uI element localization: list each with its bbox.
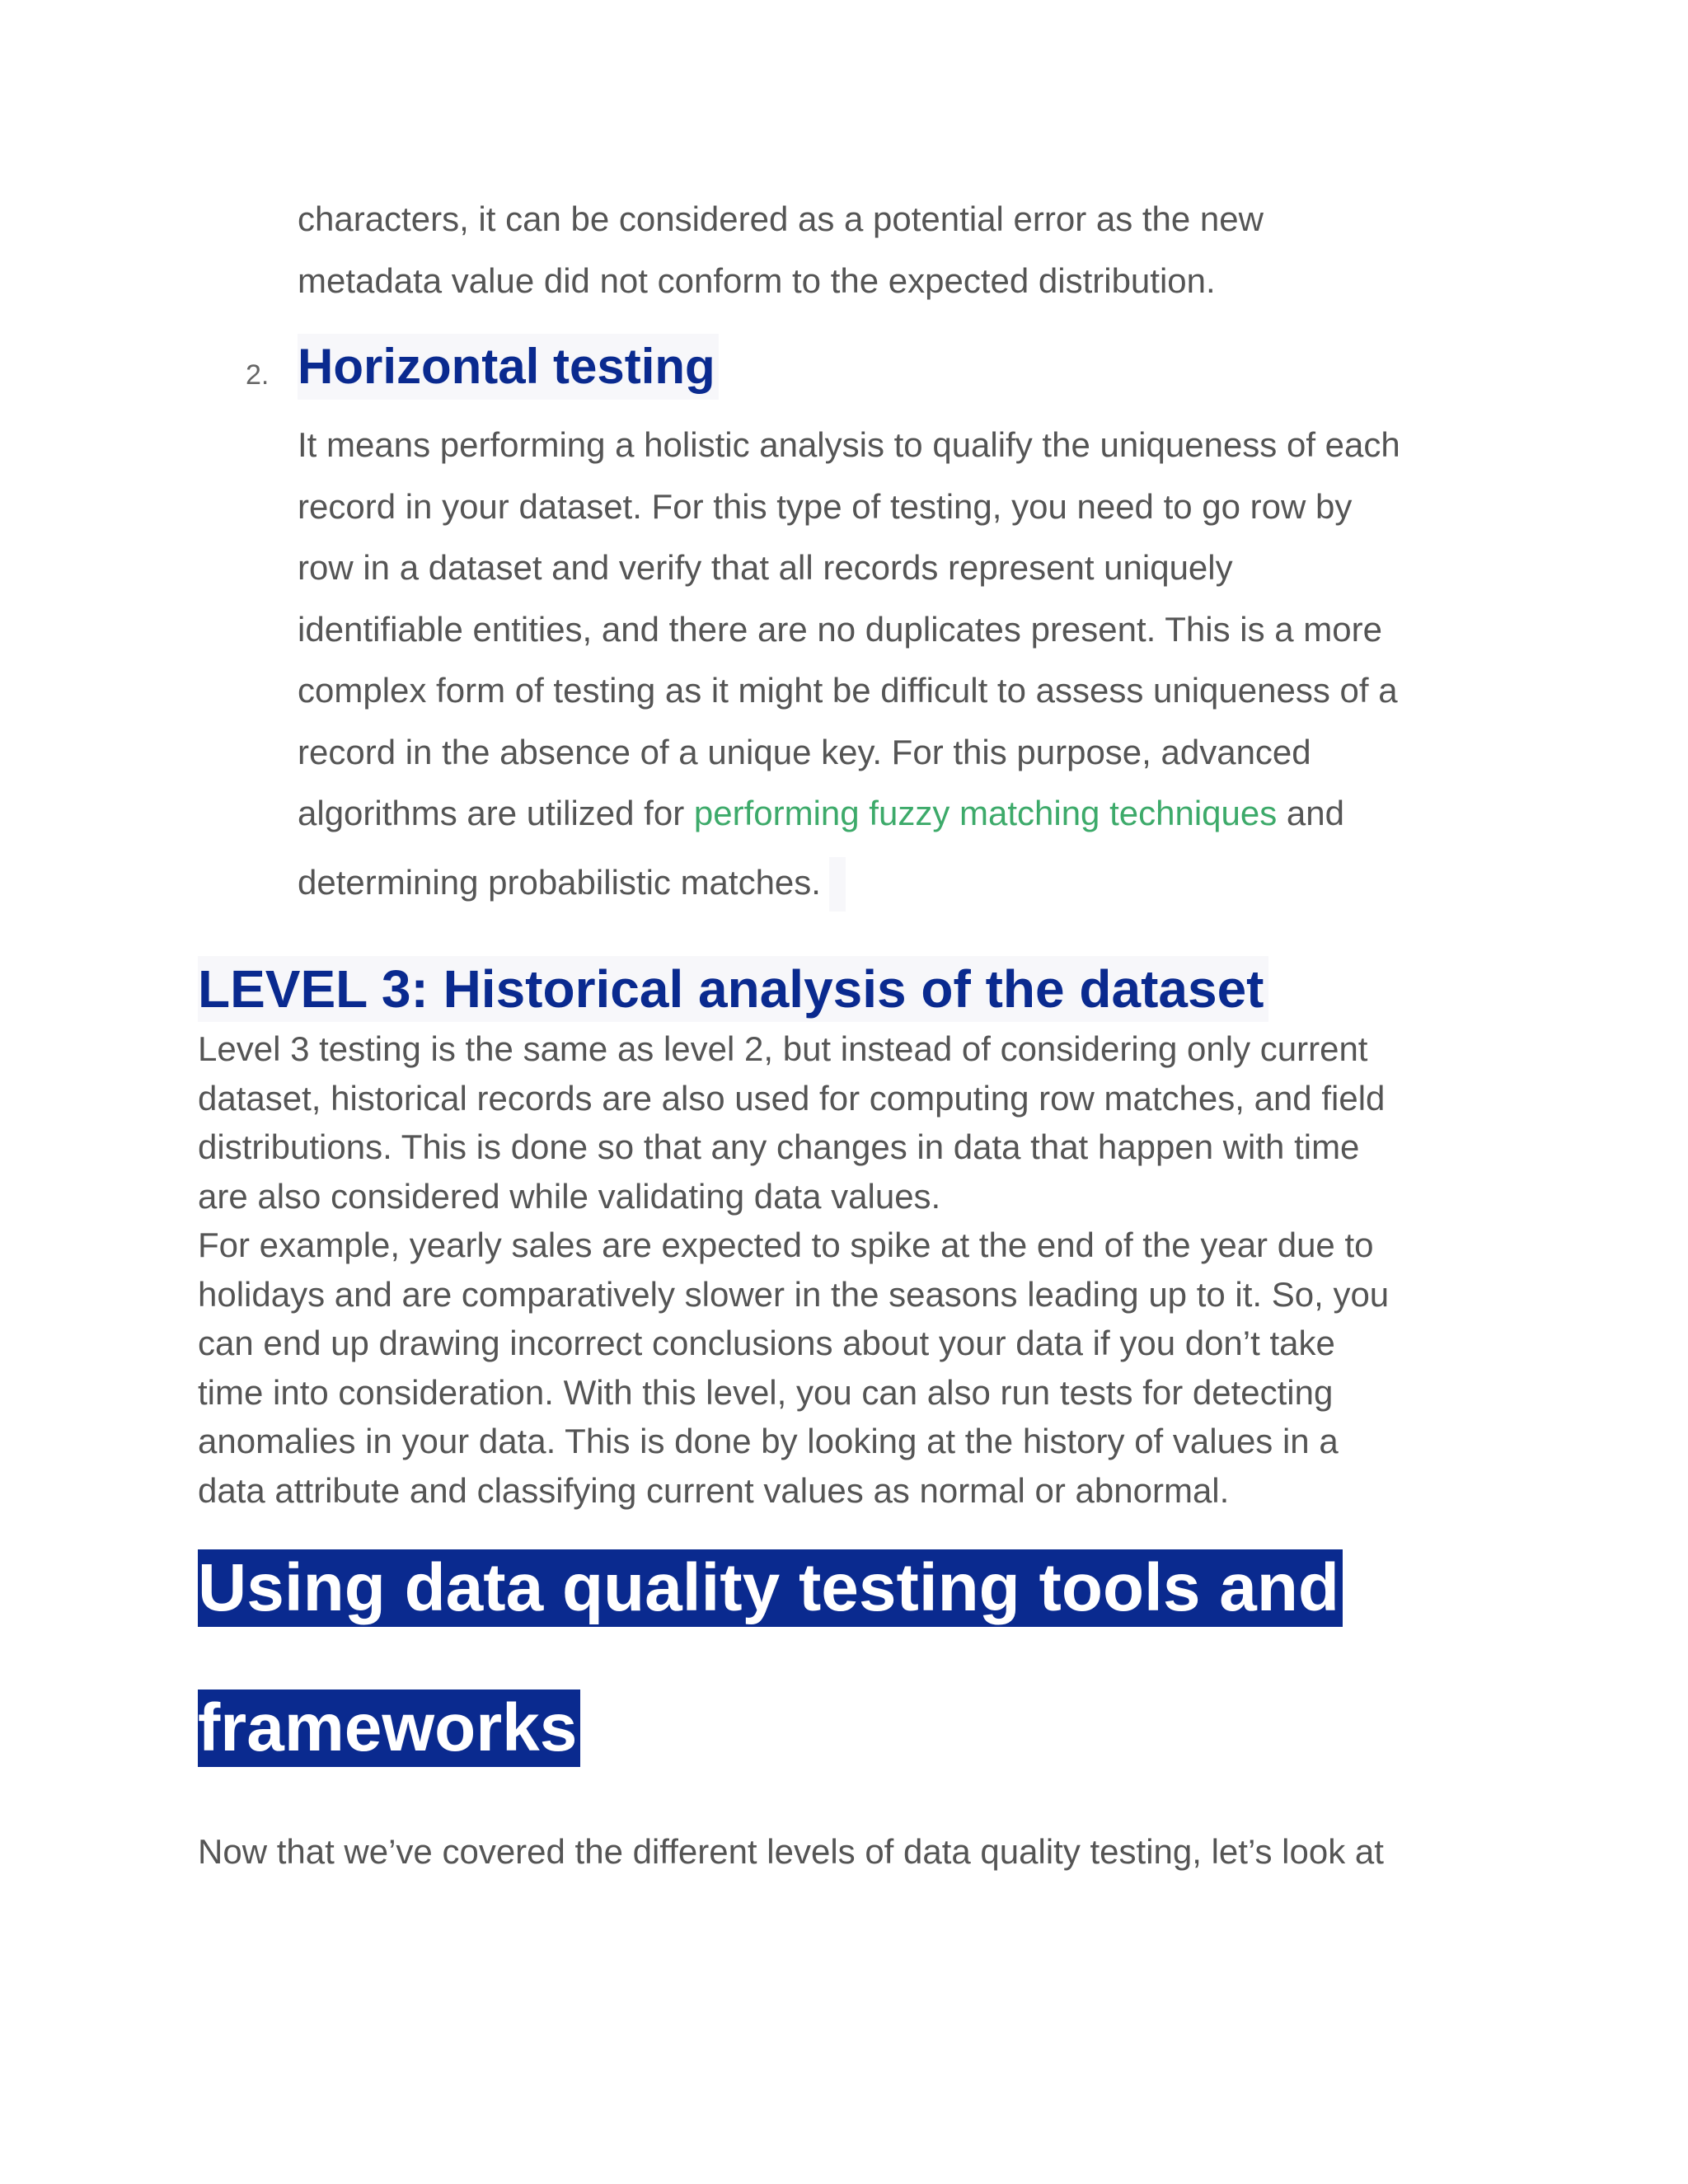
level3-line-4: are also considered while validating data values. bbox=[198, 1176, 941, 1216]
level3-line-6: holidays and are comparatively slower in the seasons leading up to it. So, you bbox=[198, 1274, 1390, 1314]
level3-line-5: For example, yearly sales are expected to spike at the end of the year due to bbox=[198, 1226, 1374, 1264]
horizontal-line-5: complex form of testing as it might be difficult to assess uniqueness of a bbox=[298, 671, 1398, 710]
level3-line-10: data attribute and classifying current values as normal or abnormal. bbox=[198, 1470, 1230, 1510]
line8-text: determining probabilistic matches. bbox=[298, 862, 821, 902]
horizontal-line-6: record in the absence of a unique key. For this purpose, advanced bbox=[298, 732, 1311, 771]
horizontal-line-3: row in a dataset and verify that all records represent uniquely bbox=[298, 548, 1233, 587]
level3-line-9: anomalies in your data. This is done by looking at the history of values in a bbox=[198, 1422, 1339, 1460]
tools-heading-line-2: frameworks bbox=[198, 1690, 580, 1767]
highlight-remnant bbox=[829, 857, 846, 912]
line7-after: and bbox=[1277, 794, 1344, 832]
list-marker: 2. bbox=[246, 359, 270, 391]
intro-line-1: characters, it can be considered as a potential error as the new bbox=[298, 199, 1264, 238]
level3-line-8: time into consideration. With this level, you can also run tests for detecting bbox=[198, 1372, 1334, 1412]
horizontal-testing-heading: Horizontal testing bbox=[298, 334, 719, 400]
horizontal-line-4: identifiable entities, and there are no duplicates present. This is a more bbox=[298, 609, 1382, 649]
level3-heading: LEVEL 3: Historical analysis of the dataset bbox=[198, 956, 1268, 1022]
fuzzy-matching-link[interactable]: performing fuzzy matching techniques bbox=[693, 794, 1278, 832]
horizontal-line-1: It means performing a holistic analysis to qualify the uniqueness of each bbox=[298, 425, 1400, 464]
intro-line-2: metadata value did not conform to the expected distribution. bbox=[298, 260, 1216, 300]
tools-intro-line: Now that we’ve covered the different levels of data quality testing, let’s look at bbox=[198, 1832, 1384, 1871]
level3-line-7: can end up drawing incorrect conclusions about your data if you don’t take bbox=[198, 1324, 1335, 1362]
horizontal-line-2: record in your dataset. For this type of testing, you need to go row by bbox=[298, 486, 1353, 526]
level3-line-1: Level 3 testing is the same as level 2, but instead of considering only current bbox=[198, 1029, 1368, 1068]
level3-line-2: dataset, historical records are also used for computing row matches, and field bbox=[198, 1078, 1386, 1118]
horizontal-testing-paragraph bbox=[298, 415, 1493, 921]
level3-line-3: distributions. This is done so that any changes in data that happen with time bbox=[198, 1127, 1360, 1166]
line7-before: algorithms are utilized for bbox=[298, 794, 694, 832]
intro-paragraph bbox=[298, 189, 1493, 312]
horizontal-line-8 bbox=[298, 845, 1493, 921]
horizontal-line-7 bbox=[298, 783, 1493, 845]
tools-heading-line-1: Using data quality testing tools and bbox=[198, 1549, 1343, 1627]
level3-paragraph bbox=[198, 1024, 1500, 1515]
